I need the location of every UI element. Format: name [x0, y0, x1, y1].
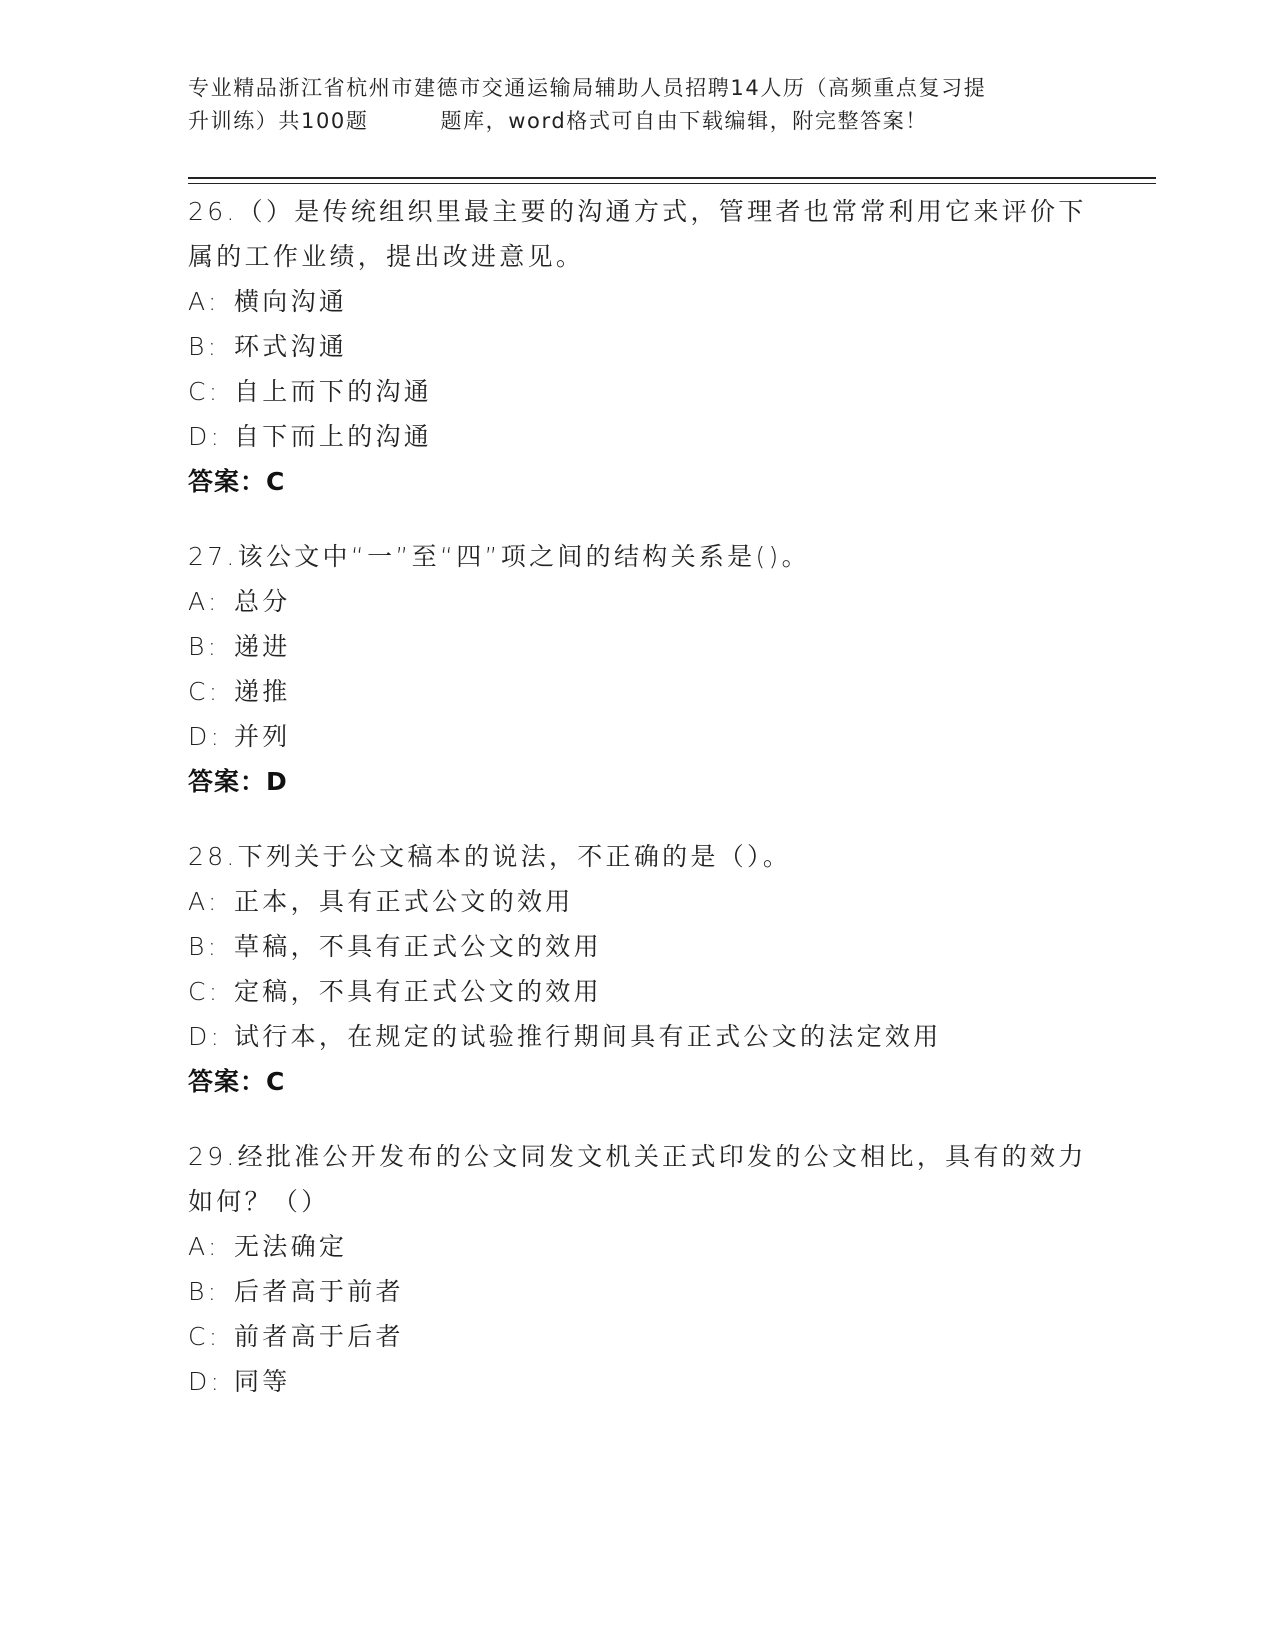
option-c — [188, 669, 1108, 714]
option-text: 定稿，不具有正式公文的效用 — [234, 977, 602, 1006]
option-letter: B: — [188, 632, 220, 661]
option-letter: C: — [188, 977, 221, 1006]
option-letter: C: — [188, 677, 221, 706]
option-b — [188, 624, 1108, 669]
option-d — [188, 414, 1108, 459]
option-b — [188, 1269, 1108, 1314]
option-text: 横向沟通 — [234, 287, 348, 316]
answer-line: 答案：D — [188, 767, 288, 796]
option-c — [188, 369, 1108, 414]
option-d — [188, 1014, 1108, 1059]
option-text: 后者高于前者 — [234, 1277, 404, 1306]
option-letter: D: — [188, 1367, 223, 1396]
option-text: 并列 — [234, 722, 291, 751]
option-a — [188, 879, 1108, 924]
question-text: 26.（）是传统组织里最主要的沟通方式，管理者也常常利用它来评价下属的工作业绩，提出改进意见。 — [188, 197, 1087, 271]
header-divider-thick — [188, 177, 1156, 179]
option-text: 自下而上的沟通 — [234, 422, 433, 451]
header-divider-thin — [188, 183, 1156, 184]
question-text: 29.经批准公开发布的公文同发文机关正式印发的公文相比，具有的效力如何？（） — [188, 1142, 1087, 1216]
header-line-2a: 升训练）共100题 — [188, 109, 369, 133]
option-text: 同等 — [234, 1367, 291, 1396]
option-letter: D: — [188, 422, 223, 451]
option-text: 自上而下的沟通 — [234, 377, 433, 406]
question-26 — [188, 189, 1108, 504]
option-text: 总分 — [234, 587, 291, 616]
option-text: 正本，具有正式公文的效用 — [234, 887, 574, 916]
option-letter: B: — [188, 932, 220, 961]
option-letter: C: — [188, 377, 221, 406]
question-text: 27.该公文中“一”至“四”项之间的结构关系是()。 — [188, 542, 810, 571]
option-text: 环式沟通 — [234, 332, 348, 361]
option-a — [188, 579, 1108, 624]
question-text: 28.下列关于公文稿本的说法，不正确的是（）。 — [188, 842, 792, 871]
question-27 — [188, 534, 1108, 804]
header-line-2 — [188, 105, 1068, 138]
option-c — [188, 969, 1108, 1014]
option-letter: D: — [188, 722, 223, 751]
question-28 — [188, 834, 1108, 1104]
option-letter: C: — [188, 1322, 221, 1351]
document-header — [188, 72, 1068, 138]
option-b — [188, 324, 1108, 369]
option-text: 草稿，不具有正式公文的效用 — [234, 932, 602, 961]
option-a — [188, 1224, 1108, 1269]
answer-line: 答案：C — [188, 467, 286, 496]
option-text: 递进 — [234, 632, 291, 661]
option-letter: A: — [188, 1232, 220, 1261]
option-b — [188, 924, 1108, 969]
option-letter: A: — [188, 587, 220, 616]
option-a — [188, 279, 1108, 324]
question-29 — [188, 1134, 1108, 1404]
option-letter: B: — [188, 1277, 220, 1306]
header-line-1: 专业精品浙江省杭州市建德市交通运输局辅助人员招聘14人历（高频重点复习提 — [188, 76, 987, 100]
question-list — [188, 189, 1108, 1434]
option-text: 无法确定 — [234, 1232, 348, 1261]
answer-line: 答案：C — [188, 1067, 286, 1096]
option-letter: D: — [188, 1022, 223, 1051]
header-line-2b: 题库，word格式可自由下载编辑，附完整答案！ — [440, 109, 928, 133]
option-text: 前者高于后者 — [234, 1322, 404, 1351]
option-letter: B: — [188, 332, 220, 361]
option-letter: A: — [188, 887, 220, 916]
option-letter: A: — [188, 287, 220, 316]
option-text: 试行本，在规定的试验推行期间具有正式公文的法定效用 — [234, 1022, 942, 1051]
option-d — [188, 1359, 1108, 1404]
option-d — [188, 714, 1108, 759]
option-c — [188, 1314, 1108, 1359]
option-text: 递推 — [234, 677, 291, 706]
